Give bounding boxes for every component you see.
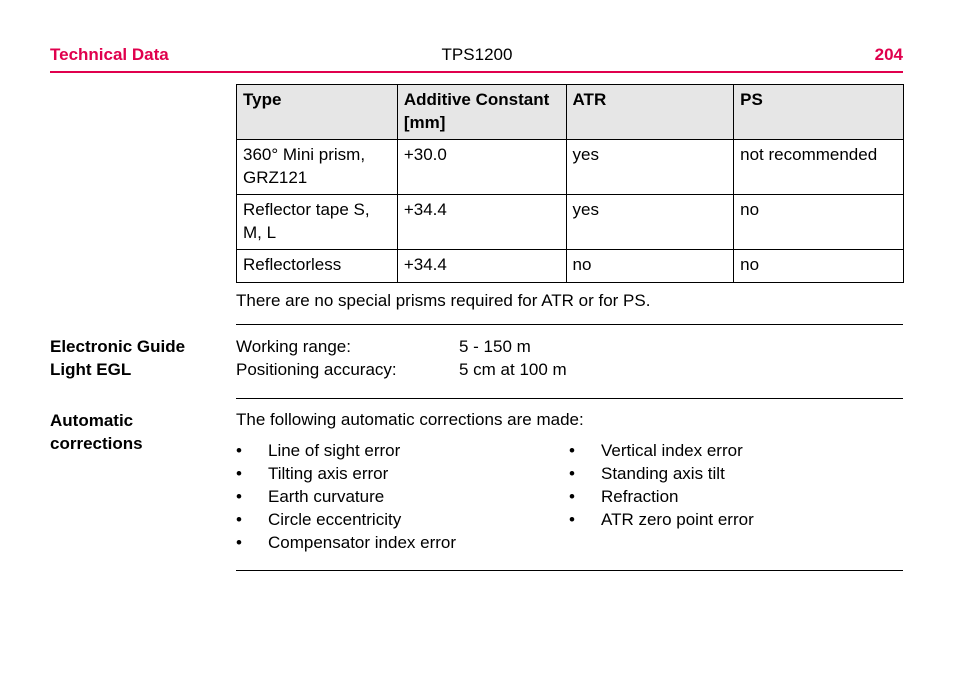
bullet-icon: • [569,441,575,460]
spec-value: 5 cm at 100 m [459,360,567,379]
product-name: TPS1200 [441,45,513,64]
bullet-icon: • [236,441,242,460]
section-divider [236,570,903,571]
bullet-icon: • [569,487,575,506]
list-item [569,508,754,531]
list-item-label: Refraction [601,487,679,506]
egl-heading: Electronic Guide Light EGL [50,337,186,379]
cell-additive-constant: +30.0 [397,140,566,195]
column-header-additive-constant: Additive Constant [mm] [397,85,566,140]
spec-row [236,335,567,358]
bullet-icon: • [236,487,242,506]
table-row [237,195,904,250]
egl-specs [236,335,567,381]
header-divider [50,71,903,73]
column-header-atr: ATR [566,85,734,140]
section-title: Technical Data [50,45,169,64]
list-item [236,462,456,485]
list-item-label: Circle eccentricity [268,510,402,529]
list-item-label: Vertical index error [601,441,743,460]
section-divider [236,398,903,399]
cell-type: Reflector tape S, M, L [237,195,398,250]
list-item-label: Tilting axis error [268,464,389,483]
corrections-intro: The following automatic corrections are made: [236,410,584,429]
page-number: 204 [874,45,903,64]
column-header-type: Type [237,85,398,140]
prism-table [236,84,904,283]
bullet-icon: • [236,533,242,552]
bullet-icon: • [236,510,242,529]
list-item [569,485,754,508]
cell-additive-constant: +34.4 [397,195,566,250]
list-item-label: Compensator index error [268,533,457,552]
section-divider [236,324,903,325]
column-header-ps: PS [734,85,904,140]
corrections-heading: Automatic corrections [50,411,143,453]
cell-type: 360° Mini prism, GRZ121 [237,140,398,195]
cell-ps: no [734,195,904,250]
cell-type: Reflectorless [237,250,398,283]
spec-label: Positioning accuracy: [236,360,397,379]
list-item [236,485,456,508]
cell-atr: yes [566,195,734,250]
prism-note: There are no special prisms required for ATR or for PS. [236,291,651,310]
table-row [237,250,904,283]
cell-atr: yes [566,140,734,195]
corrections-list-right [569,439,754,531]
cell-ps: no [734,250,904,283]
bullet-icon: • [569,464,575,483]
cell-atr: no [566,250,734,283]
corrections-list-left [236,439,456,554]
spec-row [236,358,567,381]
list-item [236,531,456,554]
spec-label: Working range: [236,337,351,356]
list-item [569,462,754,485]
list-item-label: ATR zero point error [601,510,754,529]
table-row [237,140,904,195]
list-item [236,508,456,531]
list-item [569,439,754,462]
cell-ps: not recommended [734,140,904,195]
list-item-label: Standing axis tilt [601,464,725,483]
list-item [236,439,456,462]
list-item-label: Earth curvature [268,487,385,506]
bullet-icon: • [236,464,242,483]
table-header-row [237,85,904,140]
spec-value: 5 - 150 m [459,337,531,356]
bullet-icon: • [569,510,575,529]
list-item-label: Line of sight error [268,441,401,460]
cell-additive-constant: +34.4 [397,250,566,283]
